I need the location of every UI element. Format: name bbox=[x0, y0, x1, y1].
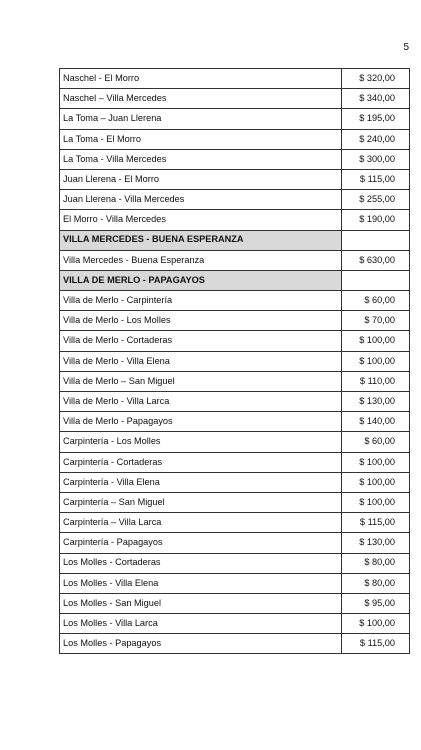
price-cell: $ 100,00 bbox=[342, 492, 410, 512]
route-cell: La Toma - El Morro bbox=[60, 129, 342, 149]
table-row bbox=[60, 392, 410, 412]
price-cell: $ 115,00 bbox=[342, 169, 410, 189]
price-cell bbox=[342, 230, 410, 250]
price-cell: $ 115,00 bbox=[342, 513, 410, 533]
route-cell: Villa de Merlo - Papagayos bbox=[60, 412, 342, 432]
section-header-row bbox=[60, 270, 410, 290]
price-cell: $ 100,00 bbox=[342, 452, 410, 472]
table-row bbox=[60, 210, 410, 230]
table-row bbox=[60, 573, 410, 593]
price-cell: $ 115,00 bbox=[342, 634, 410, 654]
route-cell: Los Molles - San Miguel bbox=[60, 593, 342, 613]
price-cell bbox=[342, 270, 410, 290]
price-cell: $ 80,00 bbox=[342, 553, 410, 573]
table-row bbox=[60, 149, 410, 169]
fares-table bbox=[59, 68, 410, 654]
price-cell: $ 95,00 bbox=[342, 593, 410, 613]
table-row bbox=[60, 492, 410, 512]
table-row bbox=[60, 129, 410, 149]
table-row bbox=[60, 593, 410, 613]
price-cell: $ 130,00 bbox=[342, 533, 410, 553]
route-cell: La Toma – Juan Llerena bbox=[60, 109, 342, 129]
price-cell: $ 100,00 bbox=[342, 351, 410, 371]
route-cell: El Morro - Villa Mercedes bbox=[60, 210, 342, 230]
table-row bbox=[60, 553, 410, 573]
table-row bbox=[60, 311, 410, 331]
route-cell: Villa de Merlo - Villa Elena bbox=[60, 351, 342, 371]
route-cell: Carpintería – San Miguel bbox=[60, 492, 342, 512]
table-row bbox=[60, 513, 410, 533]
price-cell: $ 300,00 bbox=[342, 149, 410, 169]
price-cell: $ 130,00 bbox=[342, 392, 410, 412]
table-row bbox=[60, 291, 410, 311]
price-cell: $ 190,00 bbox=[342, 210, 410, 230]
route-cell: Los Molles - Cortaderas bbox=[60, 553, 342, 573]
table-row bbox=[60, 472, 410, 492]
route-cell: Villa Mercedes - Buena Esperanza bbox=[60, 250, 342, 270]
price-cell: $ 70,00 bbox=[342, 311, 410, 331]
table-row bbox=[60, 412, 410, 432]
table-row bbox=[60, 331, 410, 351]
route-cell: Carpintería - Los Molles bbox=[60, 432, 342, 452]
price-cell: $ 80,00 bbox=[342, 573, 410, 593]
route-cell: La Toma - Villa Mercedes bbox=[60, 149, 342, 169]
table-row bbox=[60, 533, 410, 553]
fares-table-body bbox=[60, 69, 410, 654]
table-row bbox=[60, 351, 410, 371]
section-header-row bbox=[60, 230, 410, 250]
price-cell: $ 100,00 bbox=[342, 331, 410, 351]
route-cell: Juan Llerena - Villa Mercedes bbox=[60, 190, 342, 210]
table-row bbox=[60, 109, 410, 129]
route-cell: Juan Llerena - El Morro bbox=[60, 169, 342, 189]
section-title: VILLA MERCEDES - BUENA ESPERANZA bbox=[60, 230, 342, 250]
price-cell: $ 140,00 bbox=[342, 412, 410, 432]
table-row bbox=[60, 169, 410, 189]
route-cell: Carpintería - Papagayos bbox=[60, 533, 342, 553]
price-cell: $ 110,00 bbox=[342, 371, 410, 391]
table-row bbox=[60, 371, 410, 391]
route-cell: Los Molles - Villa Larca bbox=[60, 614, 342, 634]
price-cell: $ 100,00 bbox=[342, 614, 410, 634]
table-row bbox=[60, 69, 410, 89]
price-cell: $ 60,00 bbox=[342, 432, 410, 452]
price-cell: $ 60,00 bbox=[342, 291, 410, 311]
price-cell: $ 340,00 bbox=[342, 89, 410, 109]
price-cell: $ 320,00 bbox=[342, 69, 410, 89]
table-row bbox=[60, 432, 410, 452]
table-row bbox=[60, 190, 410, 210]
price-cell: $ 630,00 bbox=[342, 250, 410, 270]
table-row bbox=[60, 614, 410, 634]
route-cell: Carpintería - Cortaderas bbox=[60, 452, 342, 472]
route-cell: Carpintería - Villa Elena bbox=[60, 472, 342, 492]
table-row bbox=[60, 89, 410, 109]
route-cell: Naschel - El Morro bbox=[60, 69, 342, 89]
route-cell: Villa de Merlo – San Miguel bbox=[60, 371, 342, 391]
route-cell: Naschel – Villa Mercedes bbox=[60, 89, 342, 109]
route-cell: Carpintería – Villa Larca bbox=[60, 513, 342, 533]
route-cell: Villa de Merlo - Los Molles bbox=[60, 311, 342, 331]
price-cell: $ 100,00 bbox=[342, 472, 410, 492]
table-row bbox=[60, 634, 410, 654]
route-cell: Los Molles - Villa Elena bbox=[60, 573, 342, 593]
route-cell: Villa de Merlo - Carpintería bbox=[60, 291, 342, 311]
section-title: VILLA DE MERLO - PAPAGAYOS bbox=[60, 270, 342, 290]
table-row bbox=[60, 250, 410, 270]
price-cell: $ 255,00 bbox=[342, 190, 410, 210]
price-cell: $ 240,00 bbox=[342, 129, 410, 149]
route-cell: Villa de Merlo - Cortaderas bbox=[60, 331, 342, 351]
table-row bbox=[60, 452, 410, 472]
price-cell: $ 195,00 bbox=[342, 109, 410, 129]
route-cell: Villa de Merlo - Villa Larca bbox=[60, 392, 342, 412]
page-number: 5 bbox=[403, 42, 409, 53]
route-cell: Los Molles - Papagayos bbox=[60, 634, 342, 654]
